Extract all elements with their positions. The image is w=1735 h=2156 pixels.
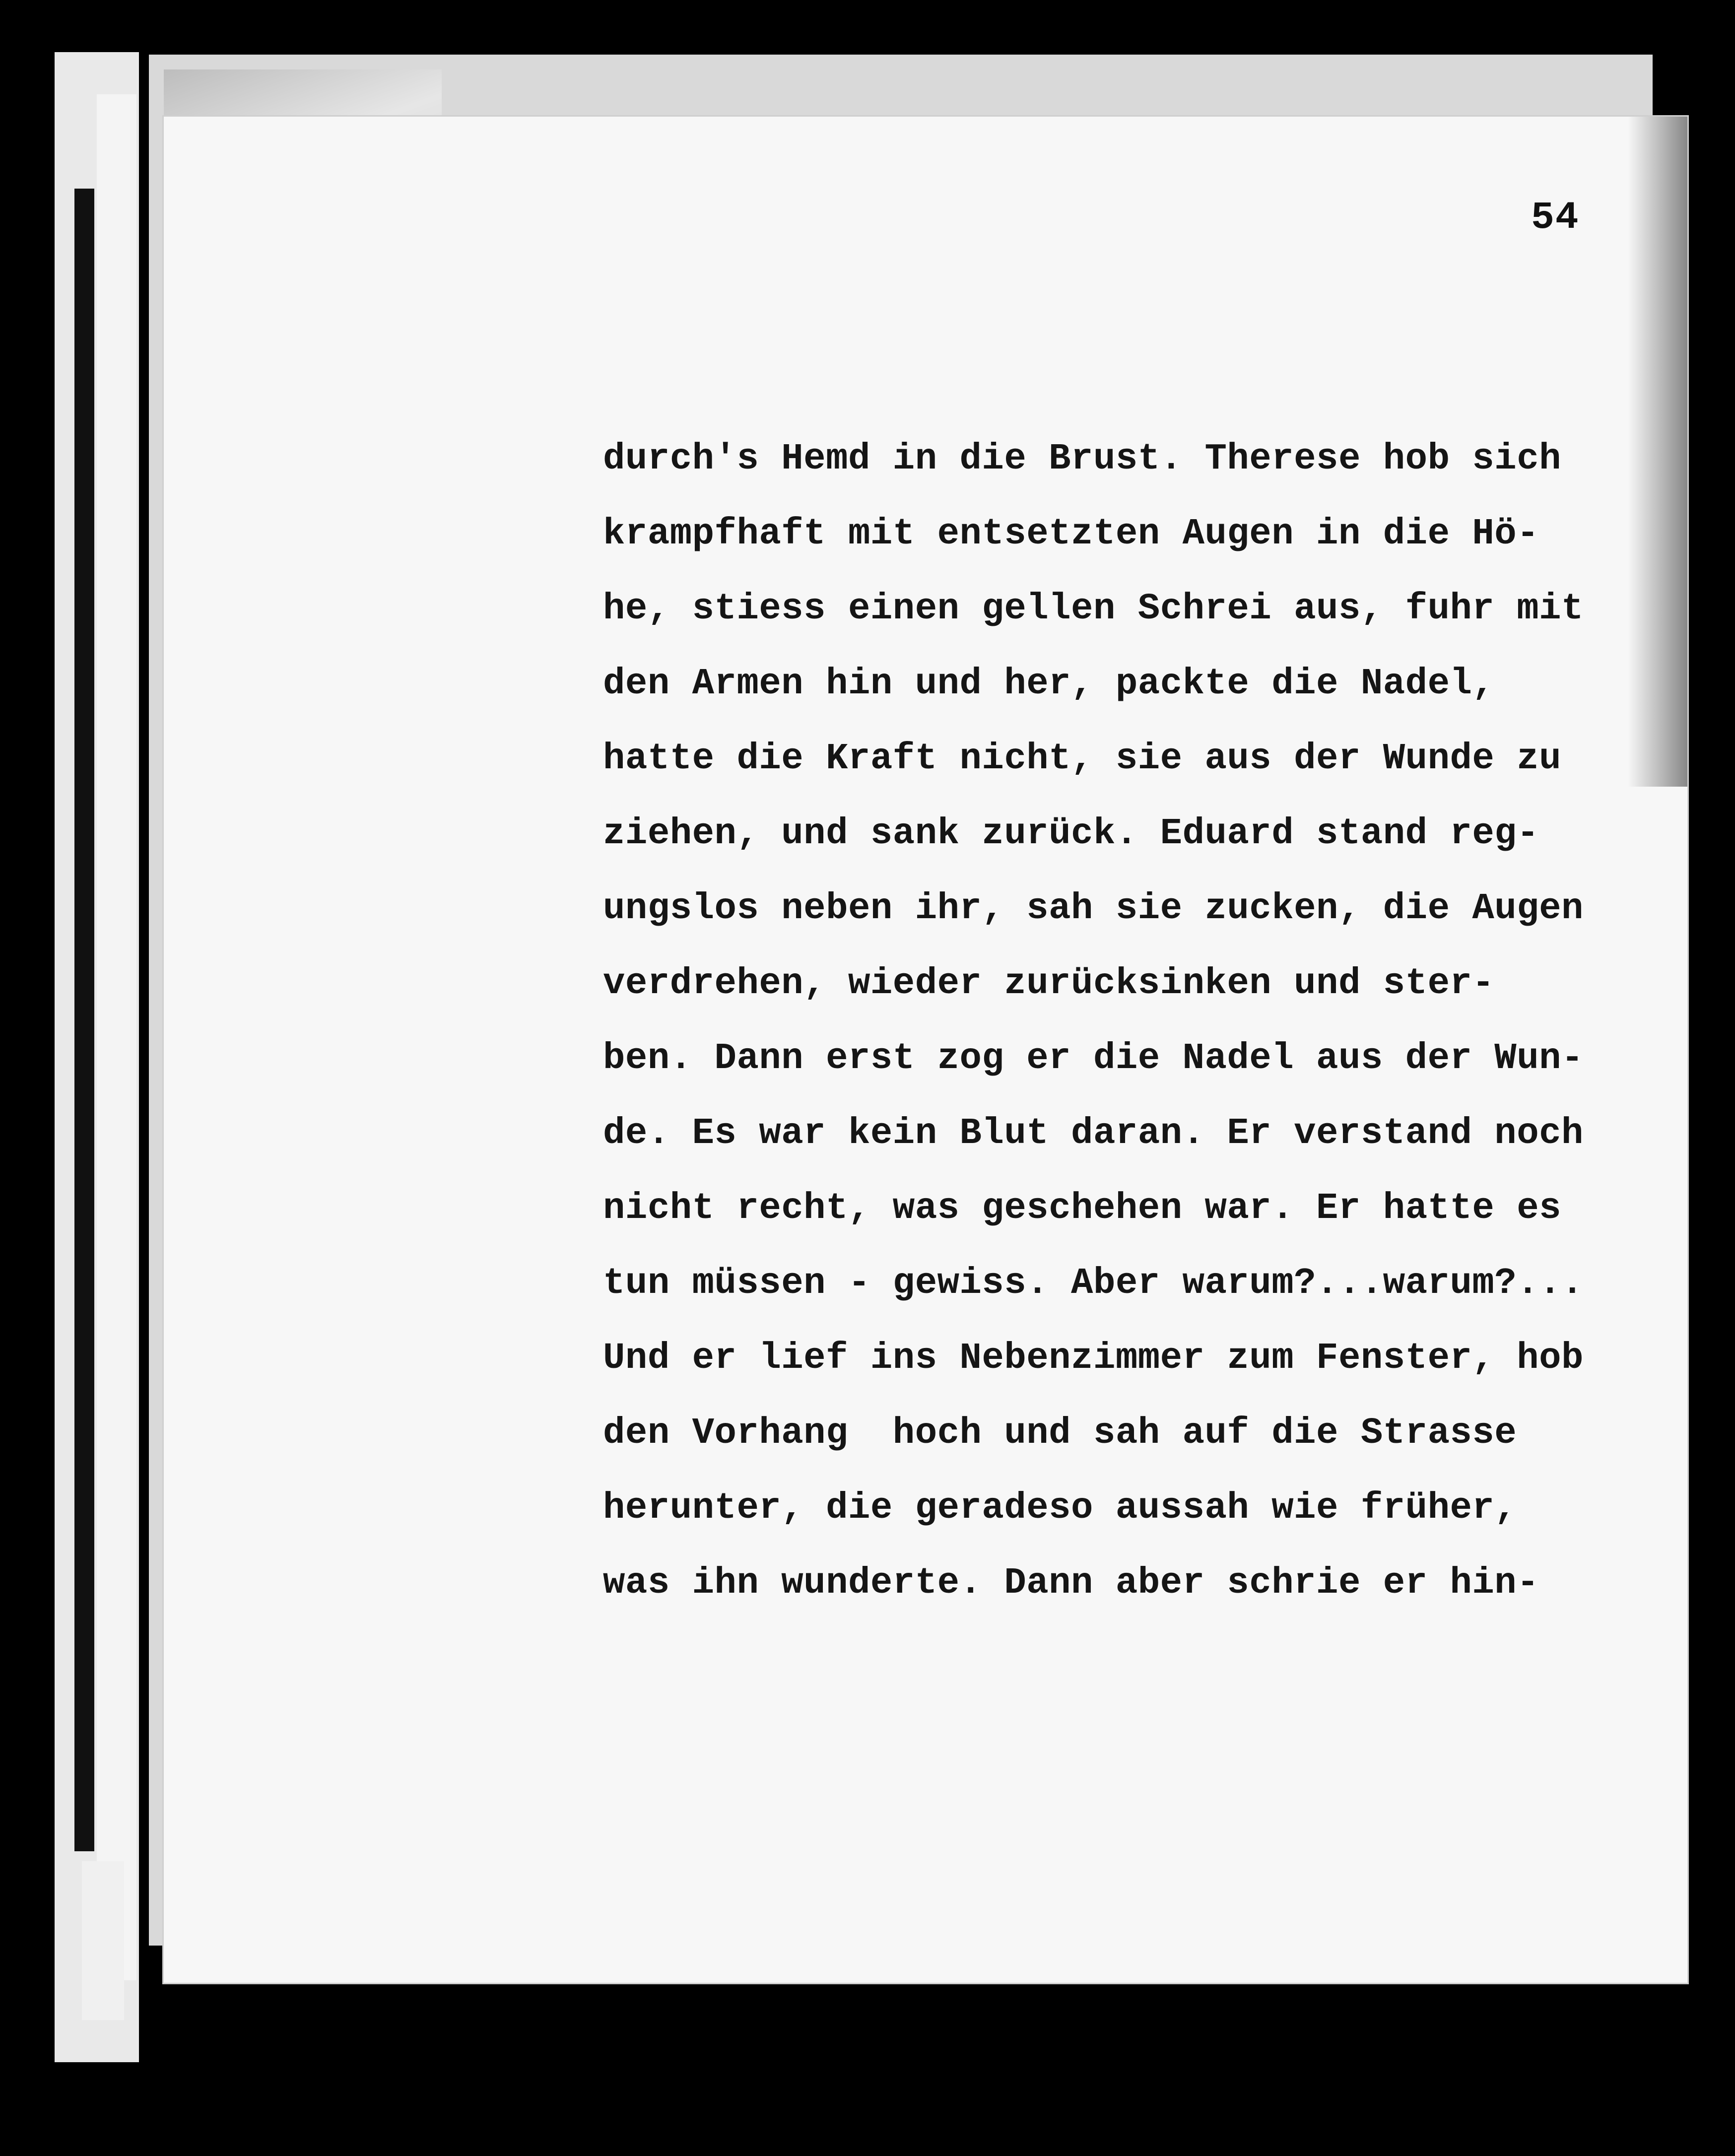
text-line: herunter, die geradeso aussah wie früher, (603, 1487, 1517, 1529)
text-line: Und er lief ins Nebenzimmer zum Fenster, hob (603, 1338, 1584, 1379)
text-line: den Armen hin und her, packte die Nadel, (603, 663, 1495, 705)
text-line: ben. Dann erst zog er die Nadel aus der Wun- (603, 1038, 1584, 1079)
text-line: verdrehen, wieder zurücksinken und ster- (603, 963, 1495, 1005)
text-line: he, stiess einen gellen Schrei aus, fuhr mit (603, 588, 1584, 630)
page-stack-edge-inner (97, 94, 136, 1980)
page-stack-edge-lower (82, 1861, 124, 2020)
text-line: hatte die Kraft nicht, sie aus der Wunde zu (603, 738, 1562, 780)
text-line: was ihn wunderte. Dann aber schrie er hin- (603, 1562, 1539, 1604)
page-stack-gap (74, 189, 94, 1851)
page-number: 54 (1531, 196, 1580, 240)
text-line: den Vorhang hoch und sah auf die Strasse (603, 1413, 1517, 1454)
text-line: tun müssen - gewiss. Aber warum?...warum?... (603, 1263, 1584, 1304)
text-line: de. Es war kein Blut daran. Er verstand noch (603, 1113, 1584, 1154)
body-text (603, 422, 1640, 1621)
text-line: krampfhaft mit entsetzten Augen in die Hö- (603, 513, 1539, 555)
text-line: ziehen, und sank zurück. Eduard stand reg- (603, 813, 1539, 855)
text-line: ungslos neben ihr, sah sie zucken, die Augen (603, 888, 1584, 930)
text-line: nicht recht, was geschehen war. Er hatte es (603, 1188, 1562, 1229)
text-line: durch's Hemd in die Brust. Therese hob sich (603, 438, 1562, 480)
